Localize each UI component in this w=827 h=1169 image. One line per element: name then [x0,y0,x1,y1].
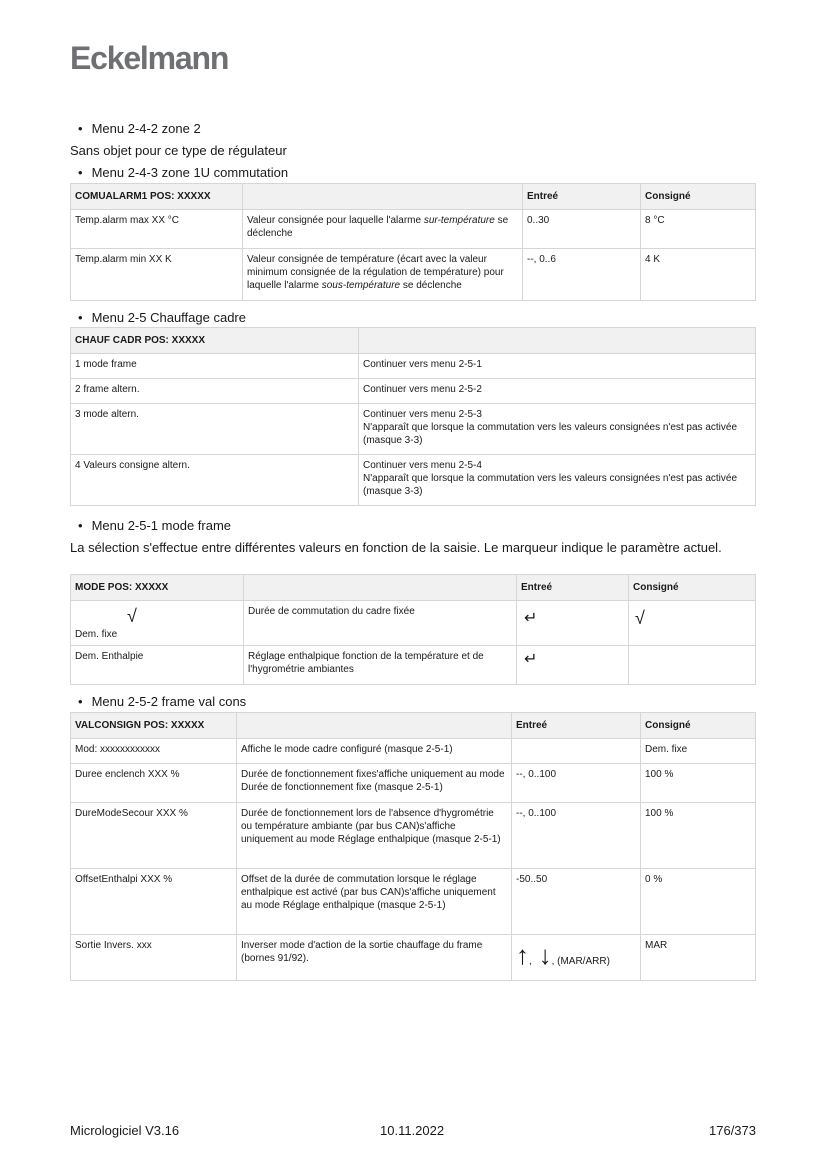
menu-2-4-2-heading: • Menu 2-4-2 zone 2 [78,121,201,136]
param-entry: --, 0..6 [523,249,641,301]
footer-date: 10.11.2022 [380,1123,445,1138]
menu-2-5-2-heading: • Menu 2-5-2 frame val cons [78,694,246,709]
param-desc: Valeur consignée de température (écart avec la valeur minimum consignée de la régulation de température) pour laquelle l'alarme sous-température se déclenche [243,249,523,301]
enter-icon: ↵ [524,651,538,668]
menu-2-4-3-heading: • Menu 2-4-3 zone 1U commutation [78,165,288,180]
footer-version: Micrologiciel V3.16 [70,1123,180,1138]
menu-item-name: 4 Valeurs consigne altern. [71,455,359,506]
param-name: DureModeSecour XXX % [71,803,237,869]
menu-2-4-2-text: Sans objet pour ce type de régulateur [70,143,287,158]
param-entry [512,935,641,981]
table-row [71,249,756,301]
menu-item-desc: Continuer vers menu 2-5-3 N'apparaît que lorsque la commutation vers les valeurs consignées n'est pas activée (masque 3-3) [359,404,756,455]
param-entry [512,739,641,764]
mode-desc: Réglage enthalpique fonction de la température et de l'hygrométrie ambiantes [244,646,517,685]
param-desc: Durée de fonctionnement lors de l'absence d'hygrométrie ou température ambiante (par bus CAN)s'affiche uniquement au mode Réglage enthalpique (masque 2-5-1) [237,803,512,869]
table-row [71,646,756,685]
current-marker-cell [629,646,756,685]
mode-name: Dem. Enthalpie [71,646,244,685]
table-header: Consigné [629,575,756,601]
enter-icon: ↵ [524,610,538,627]
checkmark-icon: √ [127,606,137,626]
footer-page-number: 176/373 [709,1123,756,1138]
param-value: 100 % [641,803,756,869]
param-name: OffsetEnthalpi XXX % [71,869,237,935]
mode-name: Dem. fixe √ [71,601,244,646]
table-row [71,803,756,869]
current-marker-cell [629,601,756,646]
menu-2-5-1-text: La sélection s'effectue entre différentes valeurs en fonction de la saisie. Le marqueur indique le paramètre actuel. [70,540,722,555]
table-header: Entreé [512,713,641,739]
param-desc: Offset de la durée de commutation lorsque le réglage enthalpique est activé (par bus CAN)s'affiche uniquement au mode Réglage enthalpique (masque 2-5-1) [237,869,512,935]
param-value: Dem. fixe [641,739,756,764]
param-name: Duree enclench XXX % [71,764,237,803]
param-value: MAR [641,935,756,981]
table-header [243,184,523,210]
chauf-cadr-table [70,327,756,506]
param-value: 100 % [641,764,756,803]
table-row [71,739,756,764]
param-value: 8 °C [641,210,756,249]
arrow-up-icon: ↑ [516,940,529,970]
menu-item-desc: Continuer vers menu 2-5-1 [359,354,756,379]
table-row [71,601,756,646]
separator: , [529,956,532,967]
menu-item-name: 1 mode frame [71,354,359,379]
table-row [71,935,756,981]
param-name: Temp.alarm min XX K [71,249,243,301]
table-header [237,713,512,739]
mode-desc: Durée de commutation du cadre fixée [244,601,517,646]
enter-cell [517,601,629,646]
company-logo: Eckelmann [70,40,229,76]
menu-item-name: 2 frame altern. [71,379,359,404]
param-name: Mod: xxxxxxxxxxxx [71,739,237,764]
menu-item-desc: Continuer vers menu 2-5-4 N'apparaît que lorsque la commutation vers les valeurs consignées n'est pas activée (masque 3-3) [359,455,756,506]
table-header: Consigné [641,184,756,210]
table-header: Consigné [641,713,756,739]
param-desc: Valeur consignée pour laquelle l'alarme sur-température se déclenche [243,210,523,249]
param-desc: Inverser mode d'action de la sortie chauffage du frame (bornes 91/92). [237,935,512,981]
param-value: 0 % [641,869,756,935]
menu-2-5-1-heading: • Menu 2-5-1 mode frame [78,518,231,533]
param-desc: Affiche le mode cadre configuré (masque 2-5-1) [237,739,512,764]
table-header: CHAUF CADR POS: XXXXX [71,328,359,354]
table-header [244,575,517,601]
mode-table [70,574,756,685]
table-header: Entreé [517,575,629,601]
param-desc: Durée de fonctionnement fixes'affiche uniquement au mode Durée de fonctionnement fixe (masque 2-5-1) [237,764,512,803]
menu-item-name: 3 mode altern. [71,404,359,455]
param-value: 4 K [641,249,756,301]
table-row [71,379,756,404]
param-entry: 0..30 [523,210,641,249]
menu-item-desc: Continuer vers menu 2-5-2 [359,379,756,404]
entry-suffix: , (MAR/ARR) [551,956,610,967]
param-entry: --, 0..100 [512,803,641,869]
table-header: Entreé [523,184,641,210]
param-entry: -50..50 [512,869,641,935]
table-row [71,455,756,506]
arrow-down-icon: ↓ [538,940,552,970]
enter-cell [517,646,629,685]
valconsign-table [70,712,756,981]
param-name: Sortie Invers. xxx [71,935,237,981]
param-entry: --, 0..100 [512,764,641,803]
table-row [71,764,756,803]
table-row [71,404,756,455]
table-row [71,869,756,935]
table-row [71,354,756,379]
param-name: Temp.alarm max XX °C [71,210,243,249]
comualarm-table [70,183,756,301]
table-header [359,328,756,354]
table-header: VALCONSIGN POS: XXXXX [71,713,237,739]
checkmark-icon: √ [635,608,645,628]
table-row [71,210,756,249]
table-header: MODE POS: XXXXX [71,575,244,601]
menu-2-5-heading: • Menu 2-5 Chauffage cadre [78,310,246,325]
table-header: COMUALARM1 POS: XXXXX [71,184,243,210]
